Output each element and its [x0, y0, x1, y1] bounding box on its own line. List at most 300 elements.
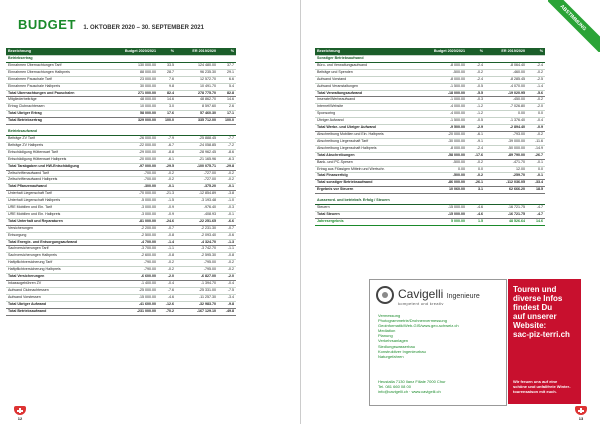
total-row: [6, 90, 236, 97]
cell: Ergebnis vor Steuern: [315, 187, 425, 194]
cell: -24.6: [158, 218, 176, 225]
cell: Ausserord. und betriebsfr. Erfolg / Steuern: [315, 198, 425, 204]
page-title: BUDGET 1. OKTOBER 2020 – 30. SEPTEMBER 2021: [18, 17, 204, 32]
cell: 278 775.70: [176, 90, 218, 97]
cell: -700.00: [116, 177, 158, 184]
table-row: [6, 267, 236, 274]
cell: -0.2: [527, 131, 545, 138]
cell: Beiträge und Spenden: [315, 69, 425, 76]
cell: -9 500.00: [425, 125, 467, 132]
cell: -1 500.00: [425, 83, 467, 90]
cell: [218, 56, 236, 63]
cell: -7.2: [218, 142, 236, 149]
cell: -26.7: [527, 152, 545, 159]
cell: -21 165.96: [176, 156, 218, 163]
cell: -7.9: [158, 135, 176, 142]
cell: -20 000.00: [116, 156, 158, 163]
cavigelli-advertisement[interactable]: [369, 279, 507, 406]
cell: 14.6: [158, 97, 176, 104]
table-row: [315, 145, 545, 152]
cell: -8 285.45: [485, 76, 527, 83]
cell: [467, 56, 485, 63]
cell: Total Übriger Aufwand: [6, 301, 116, 308]
ad-service-item: Verkehrsanlagen: [378, 338, 409, 344]
ad-service-item: Geoinformatik/Web-GIS/www.geo-schweiz.ch: [378, 323, 459, 329]
table-row: [315, 76, 545, 83]
cell: -0.8: [218, 253, 236, 260]
cell: -0.9: [158, 205, 176, 212]
cell: -3.8: [218, 191, 236, 198]
cell: Entschädigung Hüttenwart Halbpreis: [6, 156, 116, 163]
cell: -1 394.70: [176, 281, 218, 288]
promo-note-line: tourensaison mit euch.: [513, 389, 557, 394]
cell: [485, 56, 527, 63]
cell: -2.0: [158, 274, 176, 281]
cell: -6.7: [158, 142, 176, 149]
cell: -0.7: [158, 225, 176, 232]
cell: -0.6: [218, 232, 236, 239]
cell: -8 064.40: [485, 62, 527, 69]
cell: 0.00: [485, 111, 527, 118]
cell: Beiträge ZV Halbpreis: [6, 142, 116, 149]
cell: -0.2: [158, 260, 176, 267]
cell: -8 000.00: [425, 145, 467, 152]
section-header-row: [6, 56, 236, 63]
cell: -0.2: [158, 267, 176, 274]
cell: 0.0: [467, 166, 485, 173]
table-row: [315, 104, 545, 111]
cell: -0.1: [527, 173, 545, 180]
cell: -33.4: [527, 180, 545, 187]
cell: -0.4: [218, 281, 236, 288]
cell: -18 000.00: [425, 90, 467, 97]
budget-table-left: Bezeichnung Budget 2020/2021 % ER 2019/2020 % Betriebsertrag Einnahmen Übernachtungen Tarif 130 000.00 33.5 124 480.00 37.7 Einnahmen Übernachtungen Halbpreis 88 000.00 28.7 96 235.30 29.1 Einnahmen Pauschale Tarif 23 000.00 7.6 12 572.70 6.6 Einnahmen Pauschale Halbpreis 30 000.00 9.8 10 491.70 5.4 Total Übernachtungen und Pauschalen 271 000.00 82.4 278 775.70 82.8 Mitgliederbeiträge 48 000.00 14.6 48 862.70 14.6 Ertrag Clubnachtessen 10 000.00 3.0 8 597.60 2.6 Total Übriger Ertrag 58 000.00 17.6 57 460.30 17.1 Total Betriebsertrag 329 000.00 100.0 335 712.00 100.0 Betriebsaufwand Beiträge ZV Tarif -26 000.00 -7.9 -25 888.45 -7.7 Beiträge ZV Halbpreis -22 000.00 -6.7 -24 058.85 -7.2 Entschädigung Hüttenwart Tarif -29 000.00 -8.8 -28 962.45 -8.6 Entschädigung Hüttenwart Halbpreis -20 000.00 -6.1 -21 165.96 -6.3 Total Tarabgaben und HW-Entschädigung -97 000.00 -29.5 -100 075.71 -29.8 Zeitschriftenaufwand Tarif -700.00 -0.2 -727.00 -0.2 Zeitschriftenaufwand Halbpreis -700.00 -0.2 -727.00 -0.2 Total Pflanzenaufwand -300.00 -0.1 -375.20 -0.1 Unterhalt Liegenschaft Tarif -70 000.00 -21.3 -12 854.89 -3.8 Unterhalt Liegenschaft Halbpreis -5 000.00 -1.5 -3 193.48 -1.0 URE Mobilien und Ein. Tarif -3 000.00 -0.9 -976.40 -0.3 URE Mobilien und Ein. Halbpreis -3 000.00 -0.9 -408.93 -0.1 Total Unterhalt und Reparaturen -81 000.00 -24.6 -22 251.65 -6.6 Versicherungen -2 200.00 -0.7 -2 231.30 -0.7 Entsorgung -2 500.00 -0.8 -2 093.40 -0.6 Total Energie- und Entsorgungsaufwand -4 700.00 -1.4 -4 324.70 -1.3 Sachversicherungen Tarif -3 700.00 -1.1 -3 742.70 -1.1 Sachversicherungen Halbpreis -2 600.00 -0.8 -2 595.30 -0.8 Haftpflichtversicherung Tarif -790.00 -0.2 -795.00 -0.2 Haftpflichtversicherung Halbpreis -790.00 -0.2 -795.00 -0.2 Total Versicherungen -6 600.00 -2.0 -6 827.00 -2.0 Inkassogebühren ZV -1 400.00 -0.4 -1 394.70 -0.4 Aufwand Clubnachtessen -25 000.00 -7.6 -25 331.00 -7.5 Aufwand Vorstessen -15 000.00 -4.6 -11 257.30 -3.4 Total Übriger Aufwand -41 600.00 -12.6 -32 983.70 -9.8 Total Betriebsaufwand -231 000.00 -70.2 -167 129.10 -49.8: [6, 48, 236, 316]
cell: -89 790.00: [485, 152, 527, 159]
cell: -300.00: [116, 184, 158, 191]
cell: -0.9: [527, 125, 545, 132]
cell: -259.70: [485, 173, 527, 180]
cell: -167 129.10: [176, 308, 218, 315]
cell: -19 020.95: [485, 90, 527, 97]
cell: -8 000.00: [425, 62, 467, 69]
sac-shield-icon: [575, 406, 587, 415]
table-row: [6, 198, 236, 205]
cell: 100.0: [158, 118, 176, 125]
table-row: [315, 131, 545, 138]
cell: -460.00: [485, 69, 527, 76]
cell: -3 700.00: [116, 246, 158, 253]
corner-badge: ABSTIMMUNG: [548, 0, 600, 52]
cell: -29 000.00: [116, 149, 158, 156]
cell: -70 000.00: [116, 191, 158, 198]
cell: -32 983.70: [176, 301, 218, 308]
promo-line: Touren und: [513, 285, 557, 294]
total-row: [6, 274, 236, 281]
cell: -6.1: [158, 156, 176, 163]
cell: Total Versicherungen: [6, 274, 116, 281]
cell: -112 036.05: [485, 180, 527, 187]
cell: Betriebsertrag: [6, 56, 116, 63]
cell: [527, 56, 545, 63]
cell: -2.4: [467, 145, 485, 152]
cell: [425, 56, 467, 63]
cell: -5.5: [467, 90, 485, 97]
cell: Aufwand Veranstaltungen: [315, 83, 425, 90]
cell: Total Übriger Ertrag: [6, 111, 116, 118]
total-row: [315, 218, 545, 225]
cell: -5 000.00: [116, 198, 158, 205]
cell: -793.00: [485, 131, 527, 138]
cell: -0.8: [158, 232, 176, 239]
cell: 88 000.00: [116, 69, 158, 76]
cell: 0.0: [527, 166, 545, 173]
cell: 9.8: [158, 83, 176, 90]
cell: -2.9: [467, 125, 485, 132]
cell: -22 000.00: [116, 142, 158, 149]
cell: 10 491.70: [176, 83, 218, 90]
cell: -8.6: [218, 149, 236, 156]
table-row: [6, 170, 236, 177]
cell: -2 093.40: [176, 232, 218, 239]
cell: Versicherungen: [6, 225, 116, 232]
total-row: [315, 173, 545, 180]
cell: -0.2: [158, 177, 176, 184]
cell: -3 000.00: [116, 205, 158, 212]
promo-line: diverse Infos: [513, 294, 563, 303]
cell: -2 595.30: [176, 253, 218, 260]
table-row: [315, 159, 545, 166]
cell: -0.4: [158, 281, 176, 288]
ad-service-item: Mediation: [378, 328, 396, 334]
table-row: [6, 281, 236, 288]
cell: -30 000.00: [425, 138, 467, 145]
cell: -2.4: [467, 62, 485, 69]
total-row: [6, 184, 236, 191]
total-row: [6, 218, 236, 225]
page-number-left: 12: [14, 406, 26, 420]
cell: -9.1: [467, 138, 485, 145]
table-row: [6, 287, 236, 294]
cell: 5.4: [218, 83, 236, 90]
cell: -8 000.00: [425, 76, 467, 83]
cell: -795.00: [176, 267, 218, 274]
cell: 1.5: [467, 218, 485, 225]
cell: -2 500.00: [116, 232, 158, 239]
cell: -22 251.65: [176, 218, 218, 225]
cell: -7.7: [218, 135, 236, 142]
cell: -4 700.00: [116, 239, 158, 246]
cell: Einnahmen Übernachtungen Tarif: [6, 62, 116, 69]
cell: 33.5: [158, 62, 176, 69]
table-row: [6, 104, 236, 111]
cell: Total Unterhalt und Reparaturen: [6, 218, 116, 225]
cell: 23 000.00: [116, 76, 158, 83]
promo-line: auf unserer: [513, 312, 557, 321]
ad-service-item: Photogrammetrie/Drohnenvermessung: [378, 318, 447, 324]
cell: Sponsoring: [315, 111, 425, 118]
cell: -3.4: [218, 294, 236, 301]
cell: 271 000.00: [116, 90, 158, 97]
cell: Haftpflichtversicherung Halbpreis: [6, 267, 116, 274]
cell: Total Pflanzenaufwand: [6, 184, 116, 191]
ad-service-item: Naturgefahren: [378, 353, 404, 359]
cell: -976.40: [176, 205, 218, 212]
cell: -24 058.85: [176, 142, 218, 149]
total-row: [315, 125, 545, 132]
cell: -26.1: [467, 180, 485, 187]
cell: [116, 56, 158, 63]
cell: -1 500.00: [425, 118, 467, 125]
cell: 48 526.64: [485, 218, 527, 225]
cell: -20 000.00: [425, 131, 467, 138]
cell: -0.3: [218, 205, 236, 212]
total-row: [315, 90, 545, 97]
cell: -0.2: [467, 173, 485, 180]
ad-brand: Cavigelli Ingenieure: [398, 287, 480, 301]
cell: Übriger Aufwand: [315, 118, 425, 125]
cell: -14.9: [527, 145, 545, 152]
section-header-row: [315, 56, 545, 63]
cell: -2.0: [527, 104, 545, 111]
cell: -727.00: [176, 177, 218, 184]
cell: -3 000.00: [116, 211, 158, 218]
cell: -25 888.45: [176, 135, 218, 142]
cell: Einnahmen Pauschale Tarif: [6, 76, 116, 83]
cell: Total Finanzerfolg: [315, 173, 425, 180]
cell: -1.5: [158, 198, 176, 205]
cell: 100.0: [218, 118, 236, 125]
cell: 29.1: [218, 69, 236, 76]
cell: 10 000.00: [116, 104, 158, 111]
total-row: [315, 211, 545, 218]
cell: -49.8: [218, 308, 236, 315]
cell: -0.2: [218, 170, 236, 177]
cell: Total Steuern: [315, 211, 425, 218]
cell: Sonstiger Betriebsaufwand: [315, 56, 425, 63]
cell: -1.3: [218, 239, 236, 246]
table-row: [6, 246, 236, 253]
cell: 58 000.00: [116, 111, 158, 118]
cell: [158, 56, 176, 63]
cell: -0.7: [218, 225, 236, 232]
cell: -790.00: [116, 267, 158, 274]
cell: -2.5: [527, 76, 545, 83]
cell: -39 000.00: [485, 138, 527, 145]
table-row: [6, 135, 236, 142]
cell: Inkassogebühren ZV: [6, 281, 116, 288]
cell: 124 480.00: [176, 62, 218, 69]
ad-service-item: Konstruktiver Ingenieurbau: [378, 348, 426, 354]
cell: Betriebsaufwand: [6, 129, 116, 135]
cell: 14.6: [527, 218, 545, 225]
cell: -25 000.00: [116, 287, 158, 294]
table-row: [6, 142, 236, 149]
promo-note-line: schöne und unfallfreie Winter-: [513, 384, 571, 389]
website-promo[interactable]: [508, 279, 581, 404]
cell: 82.4: [158, 90, 176, 97]
cell: 17.1: [218, 111, 236, 118]
cell: Entschädigung Hüttenwart Tarif: [6, 149, 116, 156]
cell: -2.4: [467, 76, 485, 83]
cell: -16 721.75: [485, 211, 527, 218]
cell: Inserate/Werbeaufwand: [315, 97, 425, 104]
cell: -15 000.00: [425, 211, 467, 218]
cell: -0.3: [467, 97, 485, 104]
promo-note: [513, 379, 571, 394]
total-row: [315, 180, 545, 187]
cell: -29.5: [158, 163, 176, 170]
cell: -4 000.00: [425, 111, 467, 118]
table-row: [6, 260, 236, 267]
cell: -500.00: [425, 173, 467, 180]
cell: -50 000.00: [485, 145, 527, 152]
cell: 0.0: [527, 111, 545, 118]
cell: Zeitschriftenaufwand Halbpreis: [6, 177, 116, 184]
cell: Sachversicherungen Tarif: [6, 246, 116, 253]
table-row: [6, 83, 236, 90]
cell: URE Mobilien und Ein. Halbpreis: [6, 211, 116, 218]
cell: 48 000.00: [116, 97, 158, 104]
cell: -1.2: [467, 111, 485, 118]
cell: -375.20: [176, 184, 218, 191]
total-row: [6, 111, 236, 118]
total-row: [315, 187, 545, 194]
cell: -12.6: [158, 301, 176, 308]
table-row: [315, 62, 545, 69]
ad-service-item: Vermessung: [378, 313, 401, 318]
cell: -0.1: [218, 184, 236, 191]
cell: -6.6: [218, 218, 236, 225]
budget-table-right: Bezeichnung Budget 2020/2021 % ER 2019/2020 % Sonstiger Betriebsaufwand Büro- und Verwaltungsaufwand -8 000.00 -2.4 -8 064.40 -2.4 Beiträge und Spenden -500.00 -0.2 -460.00 -0.2 Aufwand Vorstand -8 000.00 -2.4 -8 285.45 -2.5 Aufwand Veranstaltungen -1 500.00 -0.5 -4 070.00 -1.4 Total Verwaltungsaufwand -18 000.00 -5.5 -19 020.95 -5.6 Inserate/Werbeaufwand -1 000.00 -0.3 -450.00 -0.2 Internet/Website -4 000.00 -1.2 -7 026.80 -2.0 Sponsoring -4 000.00 -1.2 0.00 0.0 Übriger Aufwand -1 500.00 -0.5 -1 376.40 -0.4 Total Werbe- und Übriger Aufwand -9 500.00 -2.9 -2 894.40 -0.9 Abschreibung Mobilien und Ein. Halbpreis -20 000.00 -6.1 -793.00 -0.2 Abschreibung Liegenschaft Tarif -30 000.00 -9.1 -39 000.00 -11.6 Abschreibung Liegenschaft Halbpreis -8 000.00 -2.4 -50 000.00 -14.9 Total Abschreibungen -58 000.00 -17.6 -89 790.00 -26.7 Bank- und PC-Spesen -500.00 -0.2 -471.70 -0.1 Ertrag aus Flüssigen Mitteln und Wertschr. 0.00 0.0 12.00 0.0 Total Finanzerfolg -500.00 -0.2 -259.70 -0.1 Total sonstiger Betriebsaufwand -86 000.00 -26.1 -112 036.05 -33.4 Ergebnis vor Steuern 10 060.00 3.1 62 666.20 18.5 Ausserord. und betriebsfr. Erfolg / Steuern Steuern -15 000.00 -4.6 -16 721.75 -4.7 Total Steuern -15 000.00 -4.6 -16 721.75 -4.7 Jahresergebnis 5 000.00 1.5 48 526.64 14.6: [315, 48, 545, 226]
table-row: [6, 253, 236, 260]
cell: 5 000.00: [425, 218, 467, 225]
cell: -500.00: [425, 159, 467, 166]
cell: Sachversicherungen Halbpreis: [6, 253, 116, 260]
cell: -231 000.00: [116, 308, 158, 315]
cell: -86 000.00: [425, 180, 467, 187]
table-row: [6, 177, 236, 184]
cell: -500.00: [425, 69, 467, 76]
cell: -2.4: [527, 62, 545, 69]
cell: 10 060.00: [425, 187, 467, 194]
cell: 17.6: [158, 111, 176, 118]
cell: Mitgliederbeiträge: [6, 97, 116, 104]
total-row: [6, 301, 236, 308]
cell: -41 600.00: [116, 301, 158, 308]
table-row: [6, 191, 236, 198]
cell: 6.6: [218, 76, 236, 83]
cell: -450.00: [485, 97, 527, 104]
page-number-right: 13: [575, 406, 587, 420]
cell: Internet/Website: [315, 104, 425, 111]
cell: -790.00: [116, 260, 158, 267]
cell: -6.1: [467, 131, 485, 138]
cell: -81 000.00: [116, 218, 158, 225]
cell: -795.00: [176, 260, 218, 267]
cell: -4.6: [158, 294, 176, 301]
cell: Aufwand Clubnachtessen: [6, 287, 116, 294]
cell: -4.6: [467, 205, 485, 212]
cell: Abschreibung Mobilien und Ein. Halbpreis: [315, 131, 425, 138]
sac-shield-icon: [14, 406, 26, 415]
cell: -0.5: [467, 118, 485, 125]
cell: -25 331.00: [176, 287, 218, 294]
table-row: [6, 225, 236, 232]
cell: -0.1: [527, 159, 545, 166]
cell: -1 376.40: [485, 118, 527, 125]
cell: -0.2: [467, 159, 485, 166]
cell: Steuern: [315, 205, 425, 212]
cell: Total Werbe- und Übriger Aufwand: [315, 125, 425, 132]
cell: -1.4: [158, 239, 176, 246]
cell: Einnahmen Übernachtungen Halbpreis: [6, 69, 116, 76]
table-row: [315, 69, 545, 76]
cell: 12 572.70: [176, 76, 218, 83]
ad-address: Heustalla 7130 Ilanz Filiale 7000 Chur Tel. 081 660 08 00 info@cavigelli.ch · www.cavigelli.ch: [378, 379, 446, 394]
cell: 30 000.00: [116, 83, 158, 90]
cell: -6 600.00: [116, 274, 158, 281]
cell: -1.1: [158, 246, 176, 253]
cell: Aufwand Vorstand: [315, 76, 425, 83]
cell: -471.70: [485, 159, 527, 166]
table-row: [315, 205, 545, 212]
cell: -4 324.70: [176, 239, 218, 246]
cell: -2 231.30: [176, 225, 218, 232]
cell: Büro- und Verwaltungsaufwand: [315, 62, 425, 69]
total-row: [6, 118, 236, 125]
cell: -2 894.40: [485, 125, 527, 132]
cell: Total Tarabgaben und HW-Entschädigung: [6, 163, 116, 170]
cell: -1.0: [218, 198, 236, 205]
cell: 12.00: [485, 166, 527, 173]
table-row: [315, 111, 545, 118]
cell: -3 742.70: [176, 246, 218, 253]
cell: URE Mobilien und Ein. Tarif: [6, 205, 116, 212]
cell: 335 712.00: [176, 118, 218, 125]
cell: -1.1: [218, 246, 236, 253]
cell: -0.1: [158, 184, 176, 191]
cell: Total Abschreibungen: [315, 152, 425, 159]
cell: -0.2: [527, 97, 545, 104]
table-row: [6, 211, 236, 218]
total-row: [315, 152, 545, 159]
table-row: [315, 83, 545, 90]
cell: Unterhalt Liegenschaft Tarif: [6, 191, 116, 198]
cell: Total Verwaltungsaufwand: [315, 90, 425, 97]
cell: -100 075.71: [176, 163, 218, 170]
table-row: [6, 149, 236, 156]
cell: -408.93: [176, 211, 218, 218]
table-row: [6, 62, 236, 69]
cell: -7 026.80: [485, 104, 527, 111]
cell: -15 000.00: [116, 294, 158, 301]
cell: -0.9: [158, 211, 176, 218]
promo-line: sac-piz-terri.ch: [513, 330, 570, 339]
cell: -0.2: [158, 170, 176, 177]
cell: -0.1: [218, 211, 236, 218]
cell: -700.00: [116, 170, 158, 177]
table-row: [6, 97, 236, 104]
cell: 28.7: [158, 69, 176, 76]
cell: -1.4: [527, 83, 545, 90]
cell: 130 000.00: [116, 62, 158, 69]
cell: -1 000.00: [425, 97, 467, 104]
cell: 329 000.00: [116, 118, 158, 125]
cell: Beiträge ZV Tarif: [6, 135, 116, 142]
table-row: [6, 76, 236, 83]
cell: -6.3: [218, 156, 236, 163]
table-row: [315, 138, 545, 145]
